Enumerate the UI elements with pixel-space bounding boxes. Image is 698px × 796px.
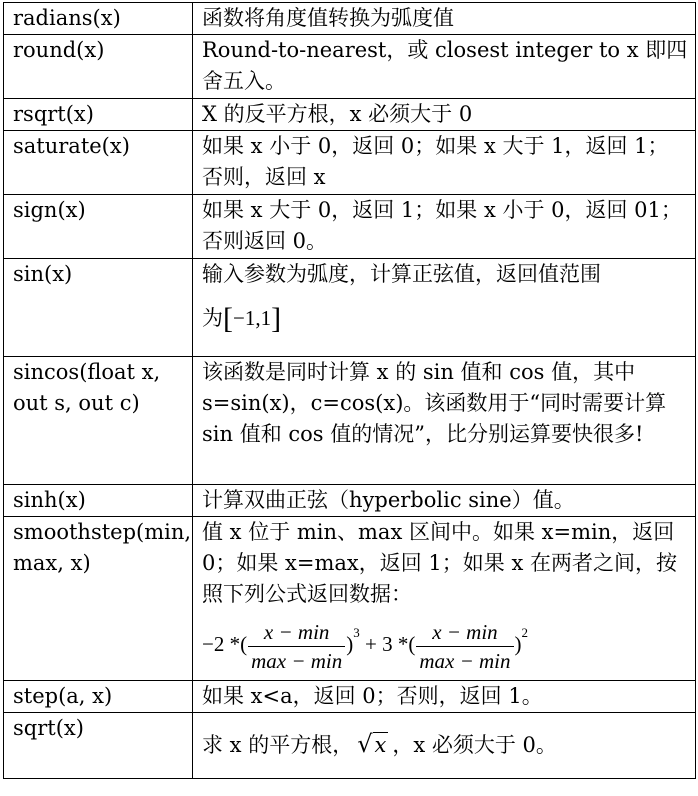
function-description: [193, 713, 696, 779]
function-description: [193, 259, 696, 357]
formula-exponent: 3: [353, 625, 360, 640]
formula-denominator: max − min: [251, 648, 343, 673]
function-description: 如果 x 大于 0，返回 1；如果 x 小于 0，返回 01；否则返回 0。: [193, 195, 696, 259]
formula-fraction: [416, 618, 513, 675]
formula-numerator: x − min: [248, 618, 345, 647]
formula-denominator: max − min: [419, 648, 511, 673]
smoothstep-formula: −2 *( $\frac{x - \min}{\max - \min}$ )$^3$ + 3 *( $\frac{x - \min}{\max - \min}$ )$^2$: [202, 619, 529, 673]
function-table: [3, 2, 696, 779]
function-name: sin(x): [4, 259, 193, 357]
function-description: 函数将角度值转换为弧度值: [193, 3, 696, 35]
function-name: sqrt(x): [4, 713, 193, 779]
function-description: 如果 x 小于 0，返回 0；如果 x 大于 1，返回 1；否则，返回 x: [193, 131, 696, 195]
table-row: [4, 517, 696, 681]
function-name: radians(x): [4, 3, 193, 35]
description-text: 求 x 的平方根， √x ，x 必须大于 0。: [202, 729, 689, 761]
formula-exponent: 2: [521, 625, 529, 640]
function-description: 该函数是同时计算 x 的 sin 值和 cos 值，其中 s=sin(x)，c=cos(x)。该函数用于“同时需要计算 sin 值和 cos 值的情况”，比分别运算要快很多!: [193, 357, 696, 485]
formula-mid: + 3 *: [365, 632, 409, 656]
table-row: [4, 131, 696, 195]
table-row: [4, 259, 696, 357]
function-name: step(a, x): [4, 681, 193, 713]
function-name: saturate(x): [4, 131, 193, 195]
function-name: sinh(x): [4, 485, 193, 517]
function-name: smoothstep(min, max, x): [4, 517, 193, 681]
function-description: 如果 x<a，返回 0；否则，返回 1。: [193, 681, 696, 713]
function-description: Round-to-nearest，或 closest integer to x 即四舍五入。: [193, 35, 696, 99]
range-formula: 为[−1,1]: [202, 302, 282, 335]
range-value: −1,1: [233, 306, 272, 330]
table-row: [4, 713, 696, 779]
function-description: 计算双曲正弦（hyperbolic sine）值。: [193, 485, 696, 517]
function-name: sign(x): [4, 195, 193, 259]
function-name: rsqrt(x): [4, 99, 193, 131]
description-text: 输入参数为弧度，计算正弦值，返回值范围: [202, 262, 601, 286]
formula-coef: −2 *: [202, 632, 241, 656]
table-row: [4, 195, 696, 259]
table-row: [4, 3, 696, 35]
function-description: X 的反平方根，x 必须大于 0: [193, 99, 696, 131]
table-row: [4, 99, 696, 131]
range-prefix: 为: [202, 306, 223, 330]
formula-fraction: [248, 618, 345, 675]
description-text: 值 x 位于 min、max 区间中。如果 x=min，返回 0；如果 x=max，返回 1；如果 x 在两者之间，按照下列公式返回数据：: [202, 520, 677, 606]
table-row: [4, 35, 696, 99]
table-row: [4, 485, 696, 517]
table-row: [4, 357, 696, 485]
function-description: [193, 517, 696, 681]
sqrt-symbol: √x: [357, 730, 387, 758]
function-name: sincos(float x, out s, out c): [4, 357, 193, 485]
table-row: [4, 681, 696, 713]
function-name: round(x): [4, 35, 193, 99]
formula-numerator: x − min: [416, 618, 513, 647]
